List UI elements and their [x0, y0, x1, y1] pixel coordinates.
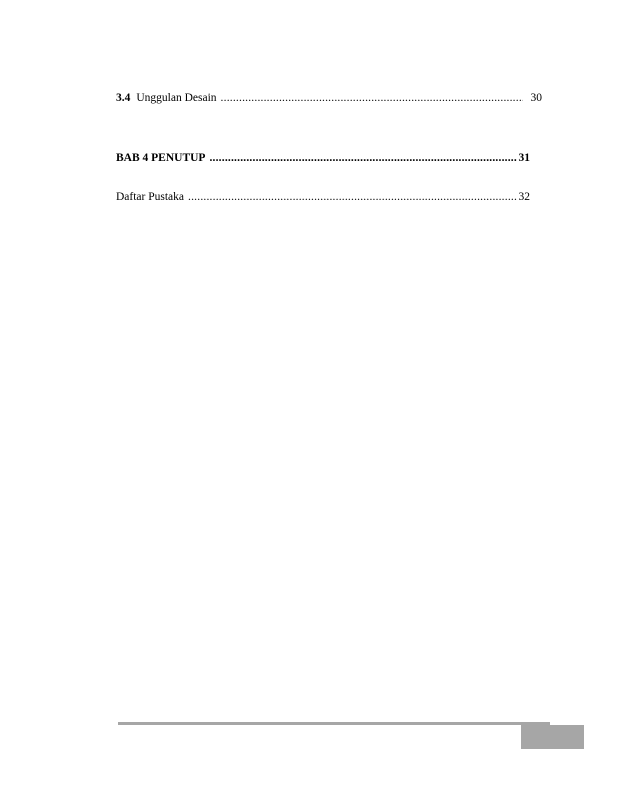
toc-entry-title: BAB 4 PENUTUP	[116, 152, 206, 164]
toc-dot-leader	[221, 91, 523, 105]
toc-entry-page: 31	[518, 152, 530, 164]
toc-entry-page: 32	[518, 191, 530, 203]
footer-divider-line	[118, 722, 550, 725]
toc-entry-daftar-pustaka	[116, 190, 530, 204]
footer-page-box	[521, 725, 584, 749]
toc-entry-number: 3.4	[116, 92, 131, 104]
toc-dot-leader	[209, 151, 516, 165]
toc-entry-title: Unggulan Desain	[136, 92, 217, 104]
toc-entry-title: Daftar Pustaka	[116, 191, 185, 203]
toc-entry-unggulan-desain	[116, 91, 542, 105]
toc-dot-leader	[188, 190, 516, 204]
toc-entry-bab-4-penutup	[116, 151, 530, 165]
toc-entry-page: 30	[530, 92, 542, 104]
